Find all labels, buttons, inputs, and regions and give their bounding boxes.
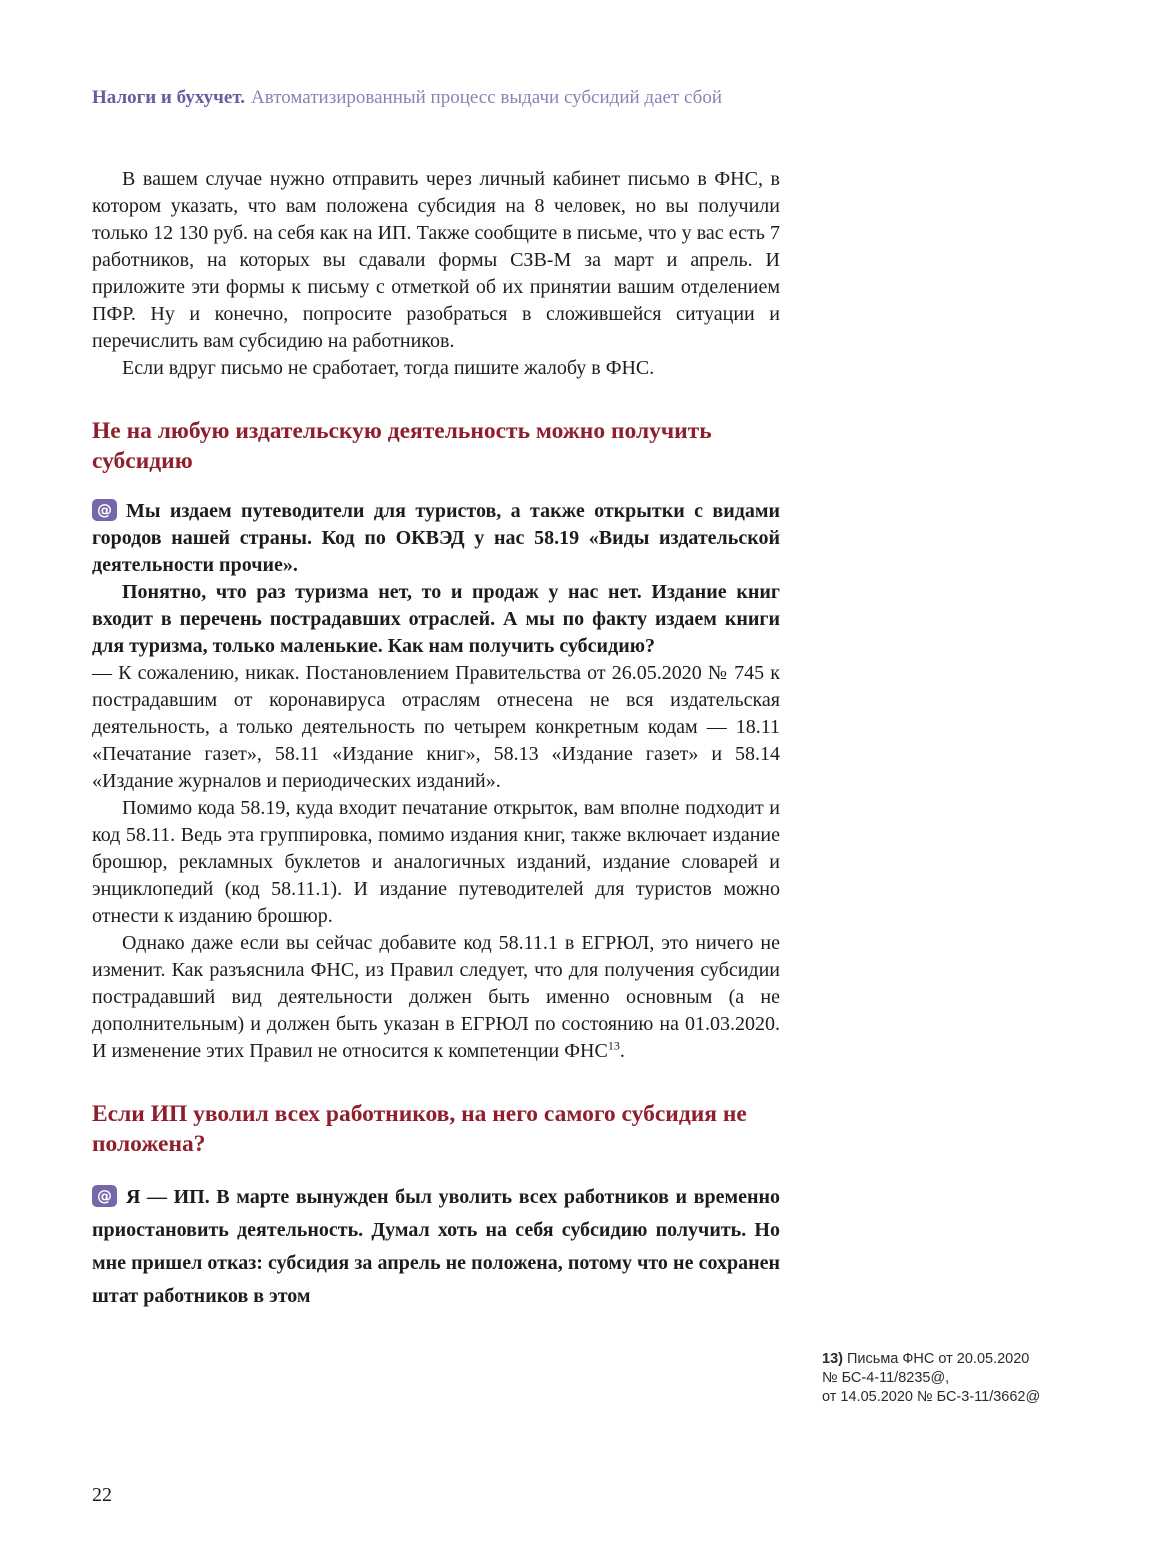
footnote-marker: 13) [822, 1351, 843, 1367]
page-number: 22 [92, 1484, 112, 1506]
footnote-line: № БС-4-11/8235@, [822, 1370, 950, 1386]
footnote-text: Письма ФНС от 20.05.2020 [847, 1351, 1030, 1367]
at-icon: @ [92, 499, 117, 521]
footnote-line [822, 1350, 1072, 1369]
section-heading-ip-dismissed: Если ИП уволил всех работников, на него самого субсидия не положена? [92, 1101, 747, 1157]
magazine-brand: Налоги и бухучет. [92, 87, 245, 108]
article-body [92, 166, 780, 1313]
question-text: Мы издаем путеводители для туристов, а также открытки с видами городов нашей страны. Код по ОКВЭД у нас 58.19 «Виды издательской деятельности прочие». [92, 500, 780, 576]
question-text: Я — ИП. В марте вынужден был уволить всех работников и временно приостановить деятельность. Думал хоть на себя субсидию получить. Но мне пришел отказ: субсидия за апрель не положена, потому что не сохранен штат работников в этом [92, 1186, 780, 1307]
article-title: Автоматизированный процесс выдачи субсидий дает сбой [250, 87, 722, 108]
reader-question-paragraph-2: Понятно, что раз туризма нет, то и продаж у нас нет. Издание книг входит в перечень пострадавших отраслей. А мы по факту издаем книги для туризма, только маленькие. Как нам получить субсидию? [92, 581, 780, 657]
footnote-line: от 14.05.2020 № БС-3-11/3662@ [822, 1389, 1041, 1405]
reader-question-paragraph-1 [92, 498, 780, 579]
reader-question-paragraph-3 [92, 1181, 780, 1313]
answer-paragraph-2: Помимо кода 58.19, куда входит печатание открыток, вам вполне подходит и код 58.11. Ведь эта группировка, помимо издания книг, также включает издание брошюр, рекламных буклетов и аналогичных изданий, издание словарей и энциклопедий (код 58.11.1). И издание путеводителей для туристов можно отнести к изданию брошюр. [92, 797, 780, 927]
at-icon: @ [92, 1185, 117, 1207]
section-heading-publishing: Не на любую издательскую деятельность можно получить субсидию [92, 418, 712, 474]
answer-text: Однако даже если вы сейчас добавите код 58.11.1 в ЕГРЮЛ, это ничего не изменит. Как разъяснила ФНС, из Правил следует, что для получения субсидии пострадавший вид деятельности должен быть именно основным (а не дополнительным) и должен быть указан в ЕГРЮЛ по состоянию на 01.03.2020. И изменение этих Правил не относится к компетенции ФНС [92, 932, 780, 1062]
intro-paragraph-2: Если вдруг письмо не сработает, тогда пишите жалобу в ФНС. [122, 357, 655, 379]
answer-paragraph-1: — К сожалению, никак. Постановлением Правительства от 26.05.2020 № 745 к пострадавшим от коронавируса отраслям отнесена не вся издательская деятельность, а только деятельность по четырем конкретным кодам — 18.11 «Печатание газет», 58.11 «Издание книг», 58.13 «Издание газет» и 58.14 «Издание журналов и периодических изданий». [92, 662, 780, 792]
footnote-reference: 13 [607, 1038, 620, 1053]
footnote [822, 1350, 1072, 1407]
page-header [92, 86, 1082, 110]
intro-paragraph-1: В вашем случае нужно отправить через личный кабинет письмо в ФНС, в котором указать, что вам положена субсидия на 8 человек, но вы получили только 12 130 руб. на себя как на ИП. Также сообщите в письме, что у вас есть 7 работников, на которых вы сдавали формы СЗВ-М за март и апрель. И приложите эти формы к письму с отметкой об их принятии вашим отделением ПФР. Ну и конечно, попросите разобраться в сложившейся ситуации и перечислить вам субсидию на работников. [92, 168, 780, 352]
answer-text-tail: . [619, 1040, 625, 1062]
answer-paragraph-3 [92, 930, 780, 1065]
